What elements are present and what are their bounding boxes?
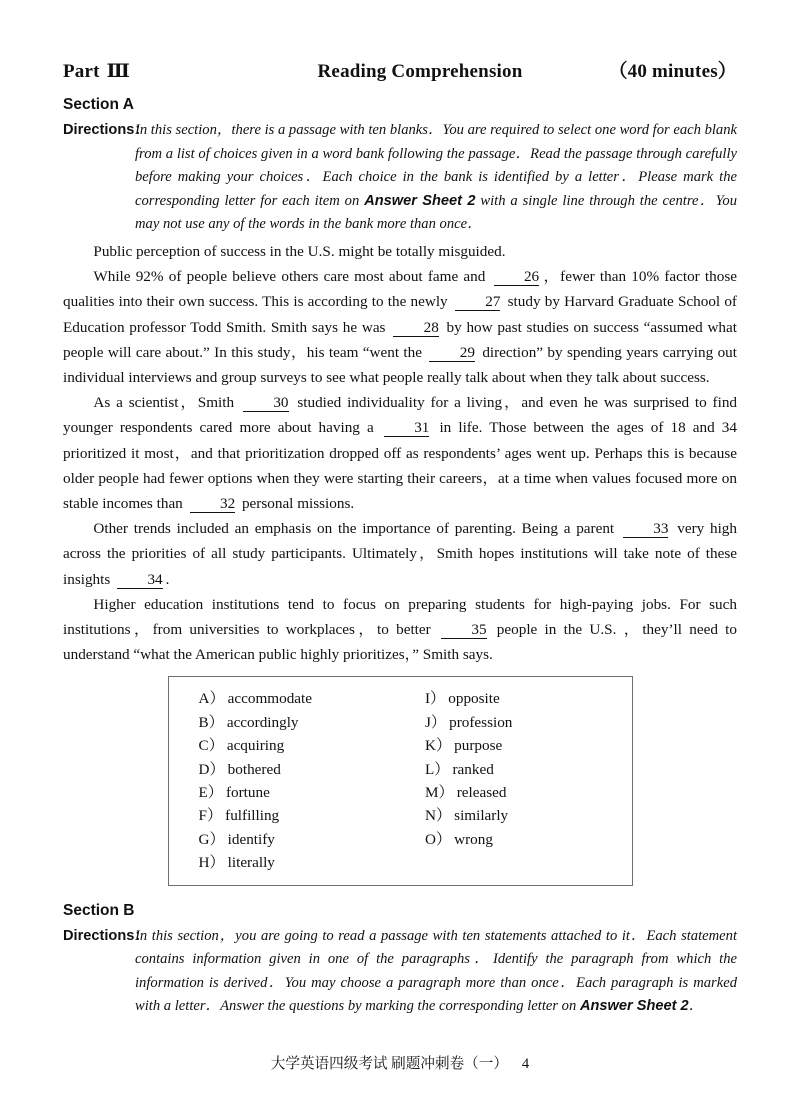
passage-paragraph xyxy=(63,239,737,264)
passage-text: As a scientist，Smith xyxy=(93,394,240,412)
word-bank-option-word: wrong xyxy=(454,830,493,848)
word-bank-option-word: acquiring xyxy=(226,737,285,755)
answer-blank-34[interactable]: 34 xyxy=(117,571,163,589)
answer-blank-26[interactable]: 26 xyxy=(494,268,540,286)
passage-text: Other trends included an emphasis on the importance of parenting. Being a parent xyxy=(93,520,620,538)
answer-blank-35[interactable]: 35 xyxy=(441,621,487,639)
directions-label-b: Directions： xyxy=(63,927,149,944)
section-a-heading: Section A xyxy=(63,96,134,113)
word-bank-option-letter: A） xyxy=(198,690,225,708)
word-bank-option-letter: G） xyxy=(198,830,225,848)
page-title: Reading Comprehension xyxy=(317,61,523,82)
part-label: Part xyxy=(63,61,100,82)
answer-sheet-reference: Answer Sheet 2 xyxy=(364,192,476,209)
word-bank-option-letter: H） xyxy=(198,854,225,872)
directions-text-part2: with a single line through the centre．You may not use any of the words in the bank more than once． xyxy=(135,192,737,233)
word-bank-option-letter: F） xyxy=(198,807,223,825)
word-bank-option[interactable] xyxy=(425,828,632,851)
word-bank-option-word: identify xyxy=(227,830,275,848)
answer-blank-28[interactable]: 28 xyxy=(393,319,439,337)
word-bank-option-letter: L） xyxy=(425,760,450,778)
passage-text: Higher education institutions tend to focus on preparing students for high-paying jobs. For such institutions，from universities to workplaces，to better xyxy=(63,595,737,639)
word-bank-option-word: released xyxy=(456,784,507,802)
passage-body xyxy=(63,239,737,667)
word-bank-option-word: purpose xyxy=(454,737,503,755)
word-bank-option-word: opposite xyxy=(448,690,500,708)
word-bank-option[interactable] xyxy=(199,758,401,781)
passage-paragraph xyxy=(63,390,737,516)
word-bank-option-word: profession xyxy=(449,713,513,731)
word-bank-left-column xyxy=(169,687,401,874)
passage-text: by how past studies on success “assumed what people will care about.” In this study，his team “went the xyxy=(63,318,737,361)
passage-text: people in the U.S. ，they’ll need to understand “what the American public highly prioritizes，” Smith says. xyxy=(63,621,737,664)
passage-paragraph xyxy=(63,516,737,592)
word-bank-option-word: accordingly xyxy=(226,713,299,731)
word-bank-option-letter: N） xyxy=(425,807,452,825)
directions-text-part1: In this section，there is a passage with ten blanks．You are required to select one word for each blank from a list of choices given in a word bank following the passage．Read the passage through carefully before making your choices．Each choice in the bank is identified by a letter．Please mark the corresponding letter for each item on xyxy=(135,122,737,209)
word-bank-option[interactable] xyxy=(199,781,401,804)
word-bank-option[interactable] xyxy=(425,687,632,710)
word-bank-option[interactable] xyxy=(425,758,632,781)
answer-blank-27[interactable]: 27 xyxy=(455,293,501,311)
section-b-directions xyxy=(63,925,737,1019)
answer-blank-30[interactable]: 30 xyxy=(243,394,289,412)
word-bank-option[interactable] xyxy=(199,734,401,757)
passage-text: Public perception of success in the U.S. might be totally misguided. xyxy=(93,242,506,260)
footer-exam-title: 大学英语四级考试 刷题冲刺卷（一） xyxy=(270,1056,508,1072)
page-number: 4 xyxy=(521,1056,530,1072)
word-bank-option[interactable] xyxy=(425,804,632,827)
answer-blank-32[interactable]: 32 xyxy=(190,495,236,513)
word-bank-option[interactable] xyxy=(425,781,632,804)
part-header xyxy=(63,56,737,82)
word-bank-option[interactable] xyxy=(425,711,632,734)
word-bank-option-letter: B） xyxy=(198,713,224,731)
word-bank-option-letter: O） xyxy=(425,830,452,848)
word-bank-option[interactable] xyxy=(199,828,401,851)
passage-text: direction” by spending years carrying out individual interviews and group surveys to see what people really talk about when they talk about success. xyxy=(63,343,737,386)
word-bank-option[interactable] xyxy=(199,851,401,874)
answer-blank-33[interactable]: 33 xyxy=(623,520,669,538)
directions-b-text-part2: ． xyxy=(688,998,704,1015)
word-bank-option[interactable] xyxy=(199,687,401,710)
passage-paragraph xyxy=(63,592,737,668)
word-bank-option-word: fulfilling xyxy=(225,807,280,825)
section-a-directions xyxy=(63,119,737,237)
passage-paragraph xyxy=(63,264,737,390)
answer-blank-31[interactable]: 31 xyxy=(384,419,430,437)
directions-b-text-part1: In this section，you are going to read a passage with ten statements attached to it．Each statement contains information given in one of the paragraphs．Identify the paragraph from which the information is derived．You may choose a paragraph more than once．Each paragraph is marked with a letter．Answer the questions by marking the corresponding letter on xyxy=(135,927,737,1015)
passage-text: While 92% of people believe others care most about fame and xyxy=(93,268,491,286)
word-bank-option-word: literally xyxy=(227,854,275,872)
passage-text: very high across the priorities of all study participants. Ultimately，Smith hopes institutions will take note of these insights xyxy=(63,520,737,588)
passage-text: in life. Those between the ages of 18 and 34 prioritized it most，and that prioritization dropped off as respondents’ ages went up. Perhaps this is because older people had fewer options when they were starting their careers，at a time when values focused more on stable incomes than xyxy=(63,419,737,512)
passage-text: . xyxy=(165,570,170,588)
passage-text: study by Harvard Graduate School of Education professor Todd Smith. Smith says he was xyxy=(63,293,737,336)
word-bank-option-letter: K） xyxy=(425,737,452,755)
word-bank-option-letter: M） xyxy=(425,784,454,802)
word-bank-option[interactable] xyxy=(425,734,632,757)
word-bank-right-column xyxy=(400,687,632,874)
directions-body-a xyxy=(135,119,737,237)
word-bank-option-word: similarly xyxy=(454,807,509,825)
word-bank-option-letter: J） xyxy=(425,713,447,731)
word-bank-option-word: bothered xyxy=(227,760,281,778)
exam-duration: （40 minutes） xyxy=(608,61,737,82)
part-label-group xyxy=(63,60,253,83)
word-bank-option-word: ranked xyxy=(452,760,494,778)
word-bank-option-letter: I） xyxy=(425,690,446,708)
page-content xyxy=(63,56,737,1019)
passage-text: personal missions. xyxy=(238,495,355,512)
word-bank-option-letter: E） xyxy=(198,784,223,802)
word-bank-box xyxy=(168,676,633,885)
word-bank-option-word: accommodate xyxy=(227,690,312,708)
answer-sheet-reference-b: Answer Sheet 2 xyxy=(579,998,689,1015)
word-bank-option[interactable] xyxy=(199,711,401,734)
word-bank-option-letter: D） xyxy=(198,760,225,778)
word-bank-option-word: fortune xyxy=(225,784,270,802)
page-footer xyxy=(0,1052,800,1073)
section-b-heading: Section B xyxy=(63,901,135,919)
word-bank-option[interactable] xyxy=(199,804,401,827)
passage-text: studied individuality for a living，and even he was surprised to find younger respondents cared more about having a xyxy=(63,394,738,437)
directions-body-b xyxy=(135,925,737,1019)
passage-text: ，fewer than 10% factor those qualities into their own success. This is according to the newly xyxy=(63,268,737,311)
directions-label-a: Directions： xyxy=(63,122,149,138)
part-numeral: Ⅲ xyxy=(106,61,131,82)
word-bank-option-letter: C） xyxy=(198,737,224,755)
answer-blank-29[interactable]: 29 xyxy=(429,344,475,362)
